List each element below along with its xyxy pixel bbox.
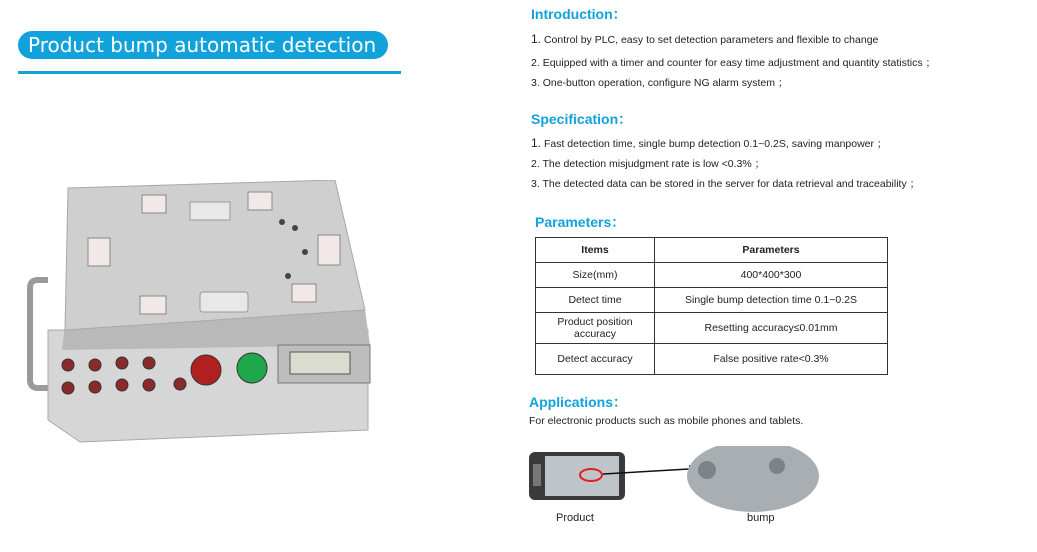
row-item-cell: Detect time bbox=[536, 288, 655, 313]
row-value-cell: Resetting accuracy≤0.01mm bbox=[655, 313, 888, 344]
spec-item-1-text: Fast detection time, single bump detection 0.1~0.2S, saving manpower ； bbox=[543, 138, 888, 150]
intro-item-1-text: Control by PLC, easy to set detection parameters and flexible to change bbox=[543, 34, 879, 46]
spec-item-2-num: 2. bbox=[531, 158, 540, 170]
product-bump-illustration bbox=[527, 446, 827, 516]
parameters-table bbox=[535, 237, 888, 375]
product-caption: Product bbox=[556, 512, 594, 524]
table-row bbox=[536, 263, 888, 288]
detection-machine-image bbox=[20, 180, 400, 450]
intro-item-3-num: 3. bbox=[531, 77, 540, 89]
title-underline bbox=[18, 71, 401, 74]
applications-heading: Applications： bbox=[529, 394, 628, 410]
intro-item-3-text: One-button operation, configure NG alarm system ； bbox=[542, 77, 789, 89]
introduction-heading: Introduction： bbox=[531, 6, 627, 22]
intro-item-1-num: 1. bbox=[531, 32, 542, 46]
parameters-heading: Parameters： bbox=[535, 214, 626, 230]
table-row bbox=[536, 288, 888, 313]
spec-item-2-text: The detection misjudgment rate is low <0.3% ； bbox=[542, 158, 766, 170]
row-value-cell: False positive rate<0.3% bbox=[655, 344, 888, 375]
intro-item-2-text: Equipped with a timer and counter for easy time adjustment and quantity statistics ； bbox=[542, 57, 937, 69]
col-header-items: Items bbox=[536, 238, 655, 263]
intro-item-2 bbox=[531, 55, 936, 70]
page-title: Product bump automatic detection bbox=[18, 31, 388, 59]
intro-item-3 bbox=[531, 75, 788, 90]
spec-item-2 bbox=[531, 156, 765, 171]
row-item-cell: Size(mm) bbox=[536, 263, 655, 288]
row-item-cell: Detect accuracy bbox=[536, 344, 655, 375]
table-header-row bbox=[536, 238, 888, 263]
intro-item-1 bbox=[531, 32, 878, 46]
row-item-cell: Product position accuracy bbox=[536, 313, 655, 344]
intro-item-2-num: 2. bbox=[531, 57, 540, 69]
col-header-parameters: Parameters bbox=[655, 238, 888, 263]
table-row bbox=[536, 344, 888, 375]
spec-item-1-num: 1. bbox=[531, 136, 542, 150]
applications-text: For electronic products such as mobile phones and tablets. bbox=[529, 415, 804, 427]
spec-item-3-text: The detected data can be stored in the server for data retrieval and traceability ； bbox=[542, 178, 921, 190]
spec-item-3-num: 3. bbox=[531, 178, 540, 190]
bump-caption: bump bbox=[747, 512, 775, 524]
specification-heading: Specification： bbox=[531, 111, 633, 127]
row-value-cell: 400*400*300 bbox=[655, 263, 888, 288]
spec-item-1 bbox=[531, 136, 887, 151]
spec-item-3 bbox=[531, 176, 920, 191]
row-value-cell: Single bump detection time 0.1~0.2S bbox=[655, 288, 888, 313]
table-row bbox=[536, 313, 888, 344]
